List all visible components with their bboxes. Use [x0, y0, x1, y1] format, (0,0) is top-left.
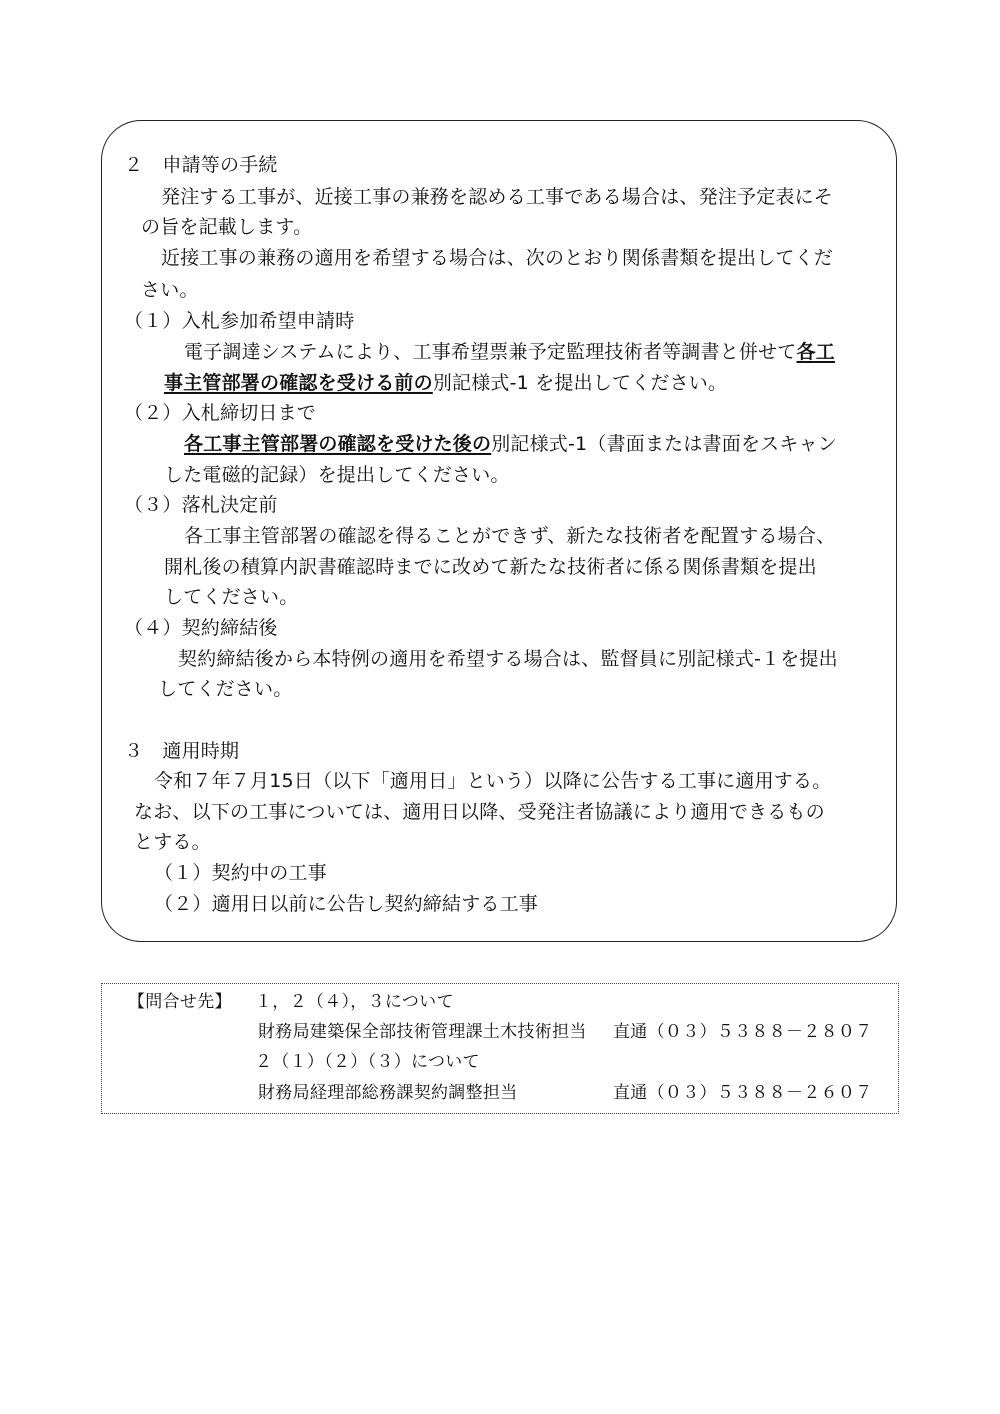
contact-group1-dept: 財務局建築保全部技術管理課土木技術担当 — [258, 1022, 587, 1042]
section2-p1-line1: 発注する工事が、近接工事の兼務を認める工事である場合は、発注予定表にそ — [161, 186, 834, 208]
item2-line1-text: 別記様式-1（書面または書面をスキャン — [491, 433, 837, 455]
item2-line1-emphasis: 各工事主管部署の確認を受けた後の — [184, 433, 492, 455]
item2-title: （２）入札締切日まで — [124, 402, 317, 424]
item1-line1-text: 電子調達システムにより、工事希望票兼予定監理技術者等調書と併せて — [184, 341, 797, 363]
section2-p2-line1: 近接工事の兼務の適用を希望する場合は、次のとおり関係書類を提出してくだ — [161, 247, 834, 269]
contact-group2-title: ２（１）（２）（３）について — [255, 1052, 480, 1072]
section2-p1-line2: の旨を記載します。 — [141, 216, 313, 238]
item3-line2: 開札後の積算内訳書確認時までに改めて新たな技術者に係る関係書類を提出 — [164, 556, 817, 578]
contact-group1-title: １，２（４），３について — [255, 992, 454, 1012]
item2-line1 — [184, 432, 837, 456]
item1-line2 — [164, 371, 727, 395]
item4-line2: してください。 — [158, 678, 293, 700]
section3-line2: なお、以下の工事については、適用日以降、受発注者協議により適用できるもの — [134, 801, 825, 823]
contact-group1-phone: 直通（０３）５３８８－２８０７ — [613, 1022, 873, 1042]
item1-line2-text: 別記様式-1 を提出してください。 — [432, 372, 728, 394]
item1-title: （１）入札参加希望申請時 — [124, 310, 355, 332]
contact-label: 【問合せ先】 — [128, 992, 232, 1012]
item1-line2-emphasis: 事主管部署の確認を受ける前の — [164, 372, 433, 394]
item3-line1: 各工事主管部署の確認を得ることができず、新たな技術者を配置する場合、 — [184, 525, 836, 547]
contact-group2-phone: 直通（０３）５３８８－２６０７ — [613, 1083, 873, 1103]
item4-title: （４）契約締結後 — [124, 617, 278, 639]
section2-heading: ２ 申請等の手続 — [124, 154, 278, 176]
section3-heading: ３ 適用時期 — [124, 740, 240, 762]
item3-line3: してください。 — [164, 586, 299, 608]
section2-p2-line2: さい。 — [141, 279, 199, 301]
item3-title: （３）落札決定前 — [124, 494, 278, 516]
section3-line1: 令和７年７月15日（以下「適用日」という）以降に公告する工事に適用する。 — [154, 770, 832, 792]
item1-line1-emphasis: 各工 — [796, 341, 835, 363]
contact-group2-dept: 財務局経理部総務課契約調整担当 — [258, 1083, 518, 1103]
item4-line1: 契約締結後から本特例の適用を希望する場合は、監督員に別記様式-１を提出 — [178, 648, 838, 670]
section3-sub1: （１）契約中の工事 — [154, 862, 327, 884]
item1-line1 — [184, 340, 835, 364]
section3-line3: とする。 — [134, 831, 211, 853]
section3-sub2: （２）適用日以前に公告し契約締結する工事 — [154, 893, 539, 915]
item2-line2: した電磁的記録）を提出してください。 — [164, 464, 510, 486]
